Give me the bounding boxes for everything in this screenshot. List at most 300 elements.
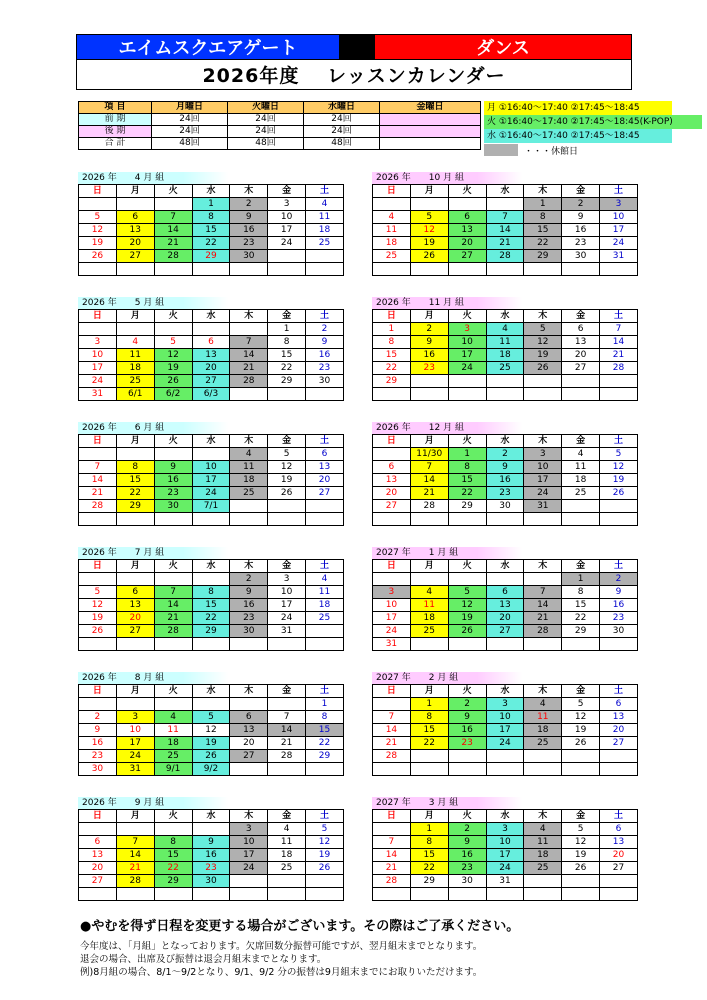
day-cell: 28: [524, 625, 562, 638]
day-cell: 12: [562, 711, 600, 724]
day-cell: [486, 573, 524, 586]
day-cell: [306, 625, 344, 638]
day-cell: 30: [486, 500, 524, 513]
day-cell: 16: [230, 599, 268, 612]
week-row: [79, 698, 344, 711]
weekday-header: 土: [600, 685, 638, 698]
day-cell: 10: [230, 836, 268, 849]
day-cell: [306, 513, 344, 526]
week-row: [373, 823, 638, 836]
weekday-header-row: [373, 310, 638, 323]
day-cell: 12: [79, 224, 117, 237]
day-cell: [79, 638, 117, 651]
day-cell: [524, 875, 562, 888]
day-cell: 21: [373, 862, 411, 875]
notes-headline: ●やむを得ず日程を変更する場合がございます。その際はご了承ください。: [80, 919, 520, 934]
day-cell: [268, 638, 306, 651]
week-row: [373, 388, 638, 401]
day-cell: 16: [230, 224, 268, 237]
week-row: [79, 375, 344, 388]
day-cell: [306, 888, 344, 901]
day-cell: 23: [600, 612, 638, 625]
day-cell: 24: [230, 862, 268, 875]
weekday-header: 金: [268, 310, 306, 323]
day-cell: [448, 375, 486, 388]
day-cell: 30: [192, 875, 230, 888]
day-cell: 1: [524, 198, 562, 211]
day-cell: 4: [154, 711, 192, 724]
day-cell: [373, 763, 411, 776]
day-cell: 17: [192, 474, 230, 487]
day-cell: [600, 763, 638, 776]
day-cell: 27: [373, 500, 411, 513]
day-cell: [79, 823, 117, 836]
day-cell: 29: [448, 500, 486, 513]
summary-cell: 24回: [152, 126, 228, 138]
day-cell: [192, 638, 230, 651]
day-cell: [116, 513, 154, 526]
weekday-header: 土: [600, 560, 638, 573]
week-row: [79, 448, 344, 461]
day-cell: 13: [230, 724, 268, 737]
notes-line: 退会の場合、出席及び振替は退会月組末までとなります。: [80, 954, 327, 965]
summary-cell: 48回: [152, 138, 228, 150]
summary-header-cell: 水曜日: [304, 102, 380, 114]
day-cell: 7: [600, 323, 638, 336]
day-cell: 17: [600, 224, 638, 237]
page-title: 2026年度 レッスンカレンダー: [76, 60, 632, 90]
day-cell: 3: [79, 336, 117, 349]
day-cell: 18: [154, 737, 192, 750]
day-cell: 10: [268, 211, 306, 224]
day-cell: 29: [373, 375, 411, 388]
week-row: [373, 836, 638, 849]
day-cell: 11: [306, 586, 344, 599]
day-cell: 9/2: [192, 763, 230, 776]
day-cell: 23: [306, 362, 344, 375]
week-row: [79, 625, 344, 638]
day-cell: 6/3: [192, 388, 230, 401]
week-row: [79, 500, 344, 513]
week-row: [373, 487, 638, 500]
day-cell: [230, 638, 268, 651]
day-cell: 6: [373, 461, 411, 474]
week-row: [373, 888, 638, 901]
weekday-header: 金: [562, 560, 600, 573]
weekday-header: 木: [524, 560, 562, 573]
month-calendar: [372, 797, 638, 901]
day-cell: 22: [524, 237, 562, 250]
day-cell: 31: [79, 388, 117, 401]
day-cell: 21: [524, 612, 562, 625]
weekday-header: 火: [448, 185, 486, 198]
day-cell: 8: [192, 211, 230, 224]
day-cell: 7: [373, 836, 411, 849]
weekday-header: 金: [562, 435, 600, 448]
day-cell: 8: [448, 461, 486, 474]
day-cell: 11: [154, 724, 192, 737]
day-cell: [410, 375, 448, 388]
day-cell: [486, 513, 524, 526]
summary-cell: 前 期: [79, 114, 152, 126]
day-cell: 25: [268, 862, 306, 875]
day-cell: 28: [486, 250, 524, 263]
weekday-header: 日: [79, 435, 117, 448]
weekday-header: 日: [79, 185, 117, 198]
day-cell: 14: [79, 474, 117, 487]
day-cell: 17: [268, 224, 306, 237]
month-caption: 2026 年 7 月 組: [78, 547, 228, 559]
week-row: [373, 724, 638, 737]
day-cell: 8: [410, 711, 448, 724]
weekday-header: 月: [116, 810, 154, 823]
day-cell: [154, 698, 192, 711]
day-cell: 21: [410, 487, 448, 500]
legend-closed: [484, 143, 702, 157]
day-cell: 28: [116, 875, 154, 888]
month-calendar: [78, 422, 344, 526]
week-row: [373, 586, 638, 599]
day-cell: 28: [268, 750, 306, 763]
month-caption: 2026 年 12 月 組: [372, 422, 522, 434]
day-cell: 19: [524, 349, 562, 362]
week-row: [79, 612, 344, 625]
day-cell: [373, 888, 411, 901]
day-cell: [116, 323, 154, 336]
legend-closed-label: ・・・休館日: [524, 146, 579, 157]
day-cell: [562, 263, 600, 276]
day-cell: 19: [306, 849, 344, 862]
day-cell: 5: [192, 711, 230, 724]
day-cell: 31: [524, 500, 562, 513]
day-cell: 9: [306, 336, 344, 349]
day-cell: 17: [486, 724, 524, 737]
day-cell: [116, 263, 154, 276]
day-cell: 15: [154, 849, 192, 862]
day-cell: [410, 263, 448, 276]
day-cell: [562, 638, 600, 651]
summary-header-cell: 月曜日: [152, 102, 228, 114]
weekday-header: 水: [486, 435, 524, 448]
day-cell: 22: [306, 737, 344, 750]
month-calendar: [372, 172, 638, 276]
summary-row: [79, 126, 481, 138]
day-cell: [230, 763, 268, 776]
day-cell: 5: [562, 698, 600, 711]
day-cell: 22: [410, 862, 448, 875]
month-caption: 2026 年 10 月 組: [372, 172, 522, 184]
summary-header-cell: 火曜日: [228, 102, 304, 114]
day-cell: [268, 698, 306, 711]
day-cell: [562, 500, 600, 513]
day-cell: 31: [268, 625, 306, 638]
day-cell: 3: [486, 698, 524, 711]
weekday-header: 土: [306, 685, 344, 698]
month-calendar: [78, 797, 344, 901]
weekday-header: 火: [154, 685, 192, 698]
day-cell: 27: [116, 625, 154, 638]
day-cell: 23: [410, 362, 448, 375]
month-table: [78, 684, 344, 776]
day-cell: 20: [230, 737, 268, 750]
weekday-header: 日: [373, 435, 411, 448]
day-cell: 5: [79, 211, 117, 224]
day-cell: 25: [524, 737, 562, 750]
day-cell: [154, 198, 192, 211]
day-cell: 30: [230, 625, 268, 638]
day-cell: [562, 763, 600, 776]
day-cell: 4: [230, 448, 268, 461]
week-row: [373, 573, 638, 586]
day-cell: 5: [154, 336, 192, 349]
weekday-header: 金: [268, 685, 306, 698]
day-cell: [116, 198, 154, 211]
day-cell: 10: [486, 836, 524, 849]
day-cell: 8: [116, 461, 154, 474]
day-cell: [306, 500, 344, 513]
day-cell: 15: [410, 849, 448, 862]
day-cell: 21: [230, 362, 268, 375]
week-row: [373, 875, 638, 888]
month-caption: 2027 年 1 月 組: [372, 547, 522, 559]
day-cell: 21: [79, 487, 117, 500]
day-cell: 24: [79, 375, 117, 388]
day-cell: 7: [410, 461, 448, 474]
day-cell: [410, 763, 448, 776]
day-cell: 20: [373, 487, 411, 500]
summary-row: [79, 138, 481, 150]
week-row: [373, 513, 638, 526]
day-cell: 1: [192, 198, 230, 211]
day-cell: [448, 750, 486, 763]
day-cell: 2: [448, 698, 486, 711]
day-cell: [192, 888, 230, 901]
week-row: [373, 198, 638, 211]
week-row: [373, 599, 638, 612]
day-cell: 28: [154, 250, 192, 263]
day-cell: 21: [116, 862, 154, 875]
day-cell: [486, 198, 524, 211]
weekday-header-row: [373, 185, 638, 198]
notes-line: 例)8月組の場合、8/1～9/2となり、9/1、9/2 分の振替は9月組末までにお取りいただけます。: [80, 967, 483, 978]
day-cell: [600, 388, 638, 401]
day-cell: 10: [524, 461, 562, 474]
day-cell: 8: [192, 586, 230, 599]
day-cell: 29: [410, 875, 448, 888]
weekday-header-row: [79, 435, 344, 448]
day-cell: 24: [524, 487, 562, 500]
day-cell: [230, 875, 268, 888]
day-cell: 29: [192, 250, 230, 263]
day-cell: 27: [230, 750, 268, 763]
day-cell: [79, 573, 117, 586]
month-calendar: [372, 297, 638, 401]
day-cell: 9/1: [154, 763, 192, 776]
day-cell: [486, 388, 524, 401]
day-cell: 2: [230, 573, 268, 586]
week-row: [373, 263, 638, 276]
day-cell: [306, 875, 344, 888]
day-cell: [524, 750, 562, 763]
weekday-header-row: [79, 810, 344, 823]
day-cell: 14: [230, 349, 268, 362]
day-cell: [268, 888, 306, 901]
day-cell: [268, 263, 306, 276]
day-cell: [524, 763, 562, 776]
weekday-header: 金: [268, 185, 306, 198]
day-cell: 24: [116, 750, 154, 763]
week-row: [79, 323, 344, 336]
day-cell: 6: [192, 336, 230, 349]
banner-divider: [339, 35, 375, 59]
day-cell: [562, 513, 600, 526]
weekday-header: 月: [116, 685, 154, 698]
day-cell: 15: [373, 349, 411, 362]
weekday-header: 土: [306, 185, 344, 198]
day-cell: 3: [116, 711, 154, 724]
day-cell: 6: [562, 323, 600, 336]
month-table: [372, 309, 638, 401]
summary-cell: [380, 126, 481, 138]
weekday-header: 日: [79, 310, 117, 323]
day-cell: 23: [192, 862, 230, 875]
day-cell: 4: [524, 698, 562, 711]
day-cell: 26: [562, 737, 600, 750]
day-cell: [154, 513, 192, 526]
day-cell: 24: [268, 612, 306, 625]
day-cell: 31: [116, 763, 154, 776]
weekday-header: 月: [410, 560, 448, 573]
day-cell: [600, 513, 638, 526]
week-row: [373, 448, 638, 461]
summary-row: [79, 114, 481, 126]
day-cell: [486, 638, 524, 651]
day-cell: 9: [448, 711, 486, 724]
weekday-header: 土: [600, 185, 638, 198]
month-table: [372, 434, 638, 526]
day-cell: 5: [79, 586, 117, 599]
month-caption: 2026 年 4 月 組: [78, 172, 228, 184]
month-caption: 2026 年 8 月 組: [78, 672, 228, 684]
day-cell: 16: [600, 599, 638, 612]
week-row: [373, 461, 638, 474]
day-cell: 2: [306, 323, 344, 336]
day-cell: 9: [154, 461, 192, 474]
summary-cell: 24回: [228, 114, 304, 126]
day-cell: 12: [562, 836, 600, 849]
day-cell: 1: [410, 823, 448, 836]
day-cell: 7: [486, 211, 524, 224]
day-cell: 22: [154, 862, 192, 875]
day-cell: 6: [600, 823, 638, 836]
day-cell: 7: [230, 336, 268, 349]
day-cell: 10: [486, 711, 524, 724]
month-caption: 2027 年 3 月 組: [372, 797, 522, 809]
day-cell: 26: [600, 487, 638, 500]
day-cell: [410, 750, 448, 763]
weekday-header-row: [79, 310, 344, 323]
month-table: [372, 184, 638, 276]
day-cell: 18: [373, 237, 411, 250]
day-cell: [306, 250, 344, 263]
weekday-header: 火: [154, 560, 192, 573]
weekday-header: 金: [268, 435, 306, 448]
month-calendar: [78, 547, 344, 651]
day-cell: 14: [524, 599, 562, 612]
day-cell: 9: [600, 586, 638, 599]
day-cell: 14: [154, 224, 192, 237]
day-cell: 25: [524, 862, 562, 875]
day-cell: 27: [116, 250, 154, 263]
day-cell: 4: [116, 336, 154, 349]
weekday-header: 火: [448, 435, 486, 448]
day-cell: 15: [562, 599, 600, 612]
day-cell: 14: [154, 599, 192, 612]
day-cell: 19: [448, 612, 486, 625]
day-cell: 18: [230, 474, 268, 487]
day-cell: [154, 888, 192, 901]
weekday-header: 金: [268, 560, 306, 573]
day-cell: 30: [230, 250, 268, 263]
month-caption: 2026 年 5 月 組: [78, 297, 228, 309]
weekday-header: 月: [410, 310, 448, 323]
day-cell: 30: [79, 763, 117, 776]
day-cell: [562, 875, 600, 888]
day-cell: 23: [79, 750, 117, 763]
month-table: [78, 309, 344, 401]
day-cell: 3: [448, 323, 486, 336]
week-row: [373, 250, 638, 263]
weekday-header: 日: [373, 310, 411, 323]
day-cell: 6: [79, 836, 117, 849]
day-cell: [524, 513, 562, 526]
day-cell: 12: [268, 461, 306, 474]
weekday-header: 水: [192, 310, 230, 323]
day-cell: 17: [268, 599, 306, 612]
day-cell: [268, 763, 306, 776]
day-cell: 20: [192, 362, 230, 375]
day-cell: 30: [154, 500, 192, 513]
day-cell: 30: [600, 625, 638, 638]
day-cell: 20: [116, 612, 154, 625]
day-cell: 25: [562, 487, 600, 500]
day-cell: 17: [79, 362, 117, 375]
day-cell: 29: [154, 875, 192, 888]
day-cell: 2: [410, 323, 448, 336]
day-cell: 9: [486, 461, 524, 474]
day-cell: [373, 698, 411, 711]
day-cell: 2: [79, 711, 117, 724]
day-cell: [600, 375, 638, 388]
day-cell: 19: [410, 237, 448, 250]
day-cell: 7: [79, 461, 117, 474]
day-cell: 18: [306, 599, 344, 612]
day-cell: 13: [79, 849, 117, 862]
weekday-header: 月: [116, 310, 154, 323]
day-cell: 6: [600, 698, 638, 711]
day-cell: 11: [486, 336, 524, 349]
day-cell: 27: [600, 737, 638, 750]
day-cell: 26: [562, 862, 600, 875]
day-cell: 6: [306, 448, 344, 461]
day-cell: 19: [154, 362, 192, 375]
day-cell: 8: [562, 586, 600, 599]
day-cell: 16: [154, 474, 192, 487]
day-cell: 9: [230, 586, 268, 599]
week-row: [79, 737, 344, 750]
week-row: [79, 823, 344, 836]
day-cell: 10: [373, 599, 411, 612]
